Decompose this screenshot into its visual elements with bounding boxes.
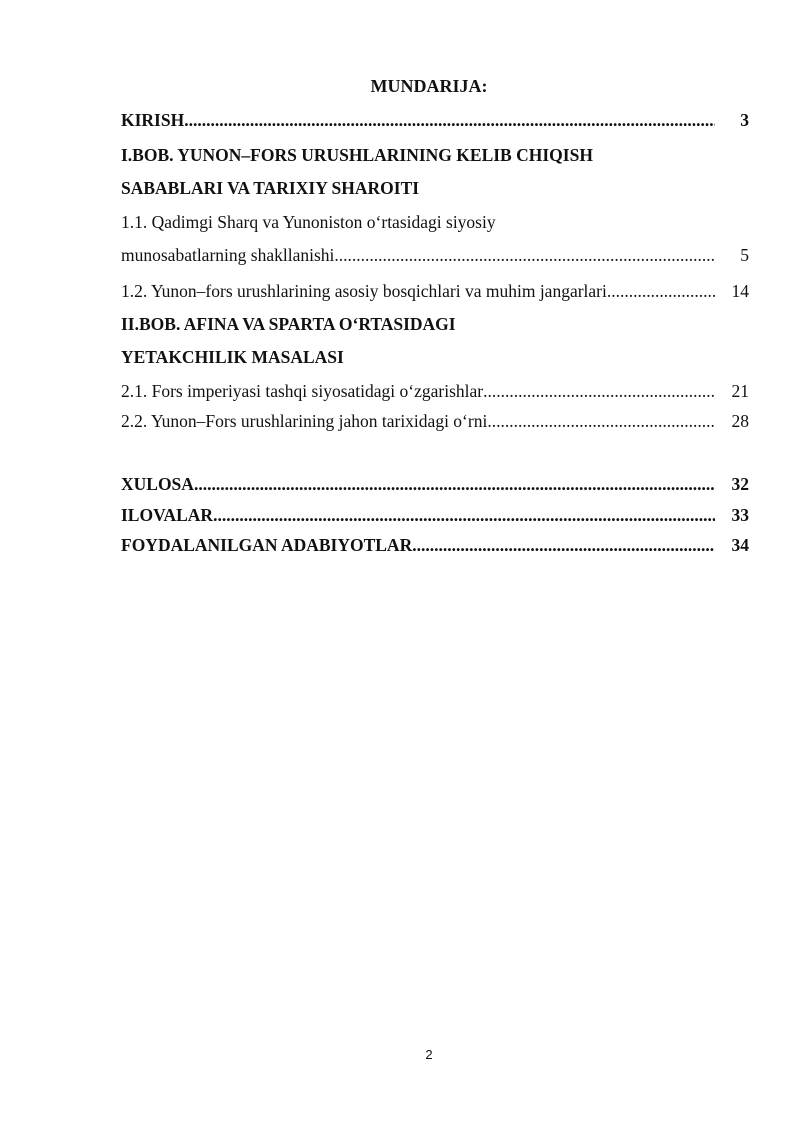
toc-page-number: 14 [731, 281, 749, 301]
toc-page-number: 3 [740, 110, 749, 130]
toc-entry-2-2[interactable] [121, 411, 749, 432]
toc-leader [334, 245, 715, 266]
toc-leader [184, 110, 715, 131]
toc-label: FOYDALANILGAN ADABIYOTLAR [121, 535, 413, 555]
toc-leader [412, 535, 715, 556]
chapter-1-heading-line2[interactable]: SABABLARI VA TARIXIY SHAROITI [121, 178, 420, 198]
toc-entry-1-2[interactable] [121, 281, 749, 302]
toc-page-number: 33 [731, 505, 749, 525]
toc-label: munosabatlarning shakllanishi [121, 245, 335, 265]
toc-label: 2.2. Yunon–Fors urushlarining jahon tarixidagi o‘rni [121, 411, 488, 431]
toc-entry-xulosa[interactable] [121, 474, 749, 495]
toc-entry-kirish[interactable] [121, 110, 749, 131]
chapter-2-heading-line1[interactable]: II.BOB. AFINA VA SPARTA O‘RTASIDAGI [121, 314, 456, 334]
toc-label: 1.2. Yunon–fors urushlarining asosiy bosqichlari va muhim jangarlari [121, 281, 607, 301]
toc-entry-2-1[interactable] [121, 381, 749, 402]
page-number: 2 [425, 1047, 433, 1062]
chapter-2-heading-line2[interactable]: YETAKCHILIK MASALASI [121, 347, 344, 367]
toc-leader [487, 411, 715, 432]
toc-page-number: 34 [731, 535, 749, 555]
toc-entry-adabiyotlar[interactable] [121, 535, 749, 556]
toc-entry-ilovalar[interactable] [121, 505, 749, 526]
toc-label: 2.1. Fors imperiyasi tashqi siyosatidagi o‘zgarishlar [121, 381, 484, 401]
toc-leader [607, 281, 715, 302]
page-title: MUNDARIJA: [370, 76, 488, 96]
chapter-1-heading-line1[interactable]: I.BOB. YUNON–FORS URUSHLARINING KELIB CHIQISH [121, 145, 593, 165]
toc-label: XULOSA [121, 474, 194, 494]
toc-entry-1-1[interactable] [121, 245, 749, 266]
toc-leader [213, 505, 715, 526]
toc-page-number: 21 [731, 381, 749, 401]
toc-page-number: 32 [731, 474, 749, 494]
toc-leader [483, 381, 715, 402]
toc-label: ILOVALAR [121, 505, 214, 525]
toc-page-number: 5 [740, 245, 749, 265]
toc-label: KIRISH [121, 110, 185, 130]
toc-leader [194, 474, 715, 495]
toc-page-number: 28 [731, 411, 749, 431]
toc-entry-1-1-line1[interactable]: 1.1. Qadimgi Sharq va Yunoniston o‘rtasidagi siyosiy [121, 212, 496, 232]
